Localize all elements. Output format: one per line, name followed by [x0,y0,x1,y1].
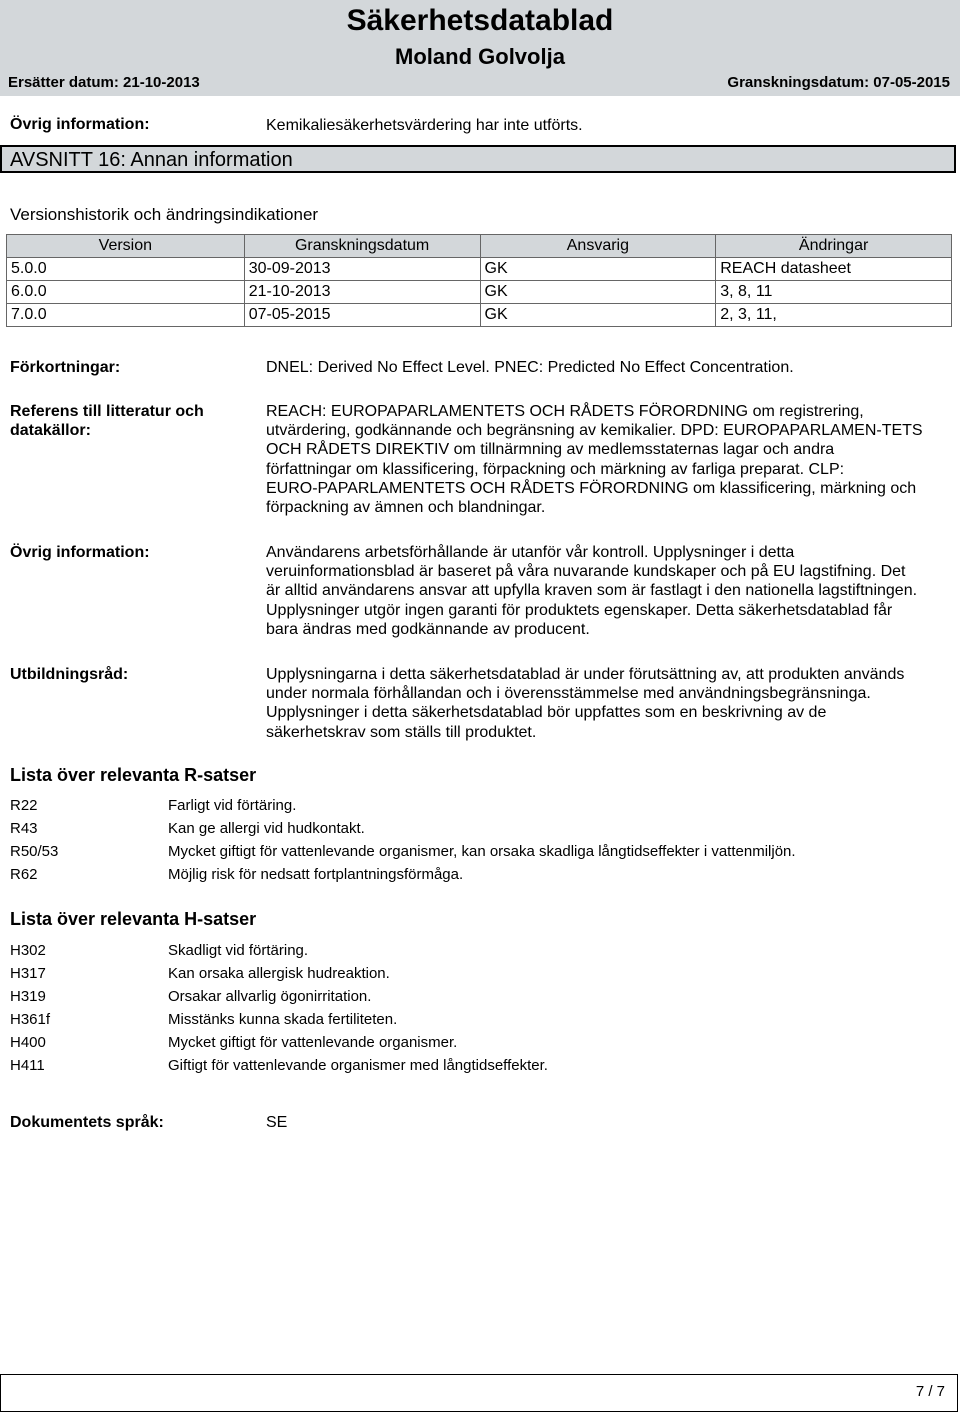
training-text [266,665,904,742]
references-line: REACH: EUROPAPARLAMENTETS OCH RÅDETS FÖRORDNING om registrering, [266,403,864,420]
version-history-table [6,234,952,327]
h-phrase-code: H317 [10,965,46,982]
h-phrase-code: H361f [10,1011,51,1028]
references-label [10,402,204,440]
column-header: Ansvarig [480,235,716,258]
language-value: SE [266,1114,288,1131]
table-header-row [7,235,952,258]
r-phrase-code: R22 [10,797,38,814]
r-phrase-code: R50/53 [10,843,59,860]
version-history-title: Versionshistorik och ändringsindikationer [10,205,319,224]
training-label: Utbildningsråd: [10,666,129,683]
h-phrases-title: Lista över relevanta H-satser [10,909,257,929]
table-cell: 2, 3, 11, [716,304,952,327]
references-text [266,402,923,517]
training-line: under normala förhållandan och i överensstämmelse med användningsbegränsninga. [266,685,871,703]
other-info-label: Övrig information: [10,544,150,561]
table-cell: GK [480,281,716,304]
training-line: Upplysningarna i detta säkerhetsdatablad är under förutsättning av, att produkten används [266,666,905,683]
table-cell: 6.0.0 [7,281,245,304]
table-cell: 07-05-2015 [244,304,480,327]
references-line: författningar om klassificering, förpackning och märkning av farliga preparat. CLP: [266,460,845,478]
h-phrase-text: Skadligt vid förtäring. [168,942,309,959]
other-info-line: är alltid användarens ansvar att upfylla kraven som är fastlagt i den nationella lagstiftningen. [266,582,918,600]
r-phrase-code: R62 [10,866,38,883]
h-phrase-code: H319 [10,988,46,1005]
h-phrase-text: Giftigt för vattenlevande organismer med långtidseffekter. [168,1057,548,1074]
table-cell: 21-10-2013 [244,281,480,304]
r-phrase-text: Möjlig risk för nedsatt fortplantningsförmåga. [168,866,464,883]
table-cell: GK [480,258,716,281]
table-row [7,281,952,304]
language-label: Dokumentets språk: [10,1114,164,1131]
table-row [7,304,952,327]
abbreviations-label: Förkortningar: [10,359,121,376]
training-line: säkerhetskrav som ställs till produktet. [266,723,537,741]
r-phrase-text: Farligt vid förtäring. [168,797,297,814]
h-phrase-text: Misstänks kunna skada fertiliteten. [168,1011,398,1028]
r-phrase-text: Mycket giftigt för vattenlevande organismer, kan orsaka skadliga långtidseffekter i vattenmiljön. [168,843,796,860]
document-title: Säkerhetsdatablad [346,4,614,37]
top-info-value: Kemikaliesäkerhetsvärdering har inte utförts. [266,117,583,134]
abbreviations-value: DNEL: Derived No Effect Level. PNEC: Predicted No Effect Concentration. [266,359,794,376]
references-label-line: datakällor: [10,422,91,439]
h-phrase-text: Mycket giftigt för vattenlevande organismer. [168,1034,458,1051]
table-cell: 5.0.0 [7,258,245,281]
h-phrase-text: Kan orsaka allergisk hudreaktion. [168,965,390,982]
h-phrase-code: H400 [10,1034,46,1051]
table-cell: 7.0.0 [7,304,245,327]
h-phrase-code: H411 [10,1057,45,1074]
column-header: Version [7,235,245,258]
references-line: förpackning av ämnen och blandningar. [266,499,546,517]
column-header: Ändringar [716,235,952,258]
product-name: Moland Golvolja [395,44,565,69]
table-cell: 30-09-2013 [244,258,480,281]
table-cell: REACH datasheet [716,258,952,281]
review-date: Granskningsdatum: 07-05-2015 [727,74,950,91]
other-info-line: Användarens arbetsförhållande är utanför vår kontroll. Upplysninger i detta [266,544,795,561]
page-number: 7 / 7 [915,1383,945,1400]
references-label-line: Referens till litteratur och [10,403,204,420]
column-header: Granskningsdatum [244,235,480,258]
section-16-heading: AVSNITT 16: Annan information [0,145,956,173]
references-line: EURO-PAPARLAMENTETS OCH RÅDETS FÖRORDNING om klassificering, märkning och [266,479,917,497]
footer-box [0,1374,958,1412]
replaces-date: Ersätter datum: 21-10-2013 [8,74,200,91]
r-phrase-text: Kan ge allergi vid hudkontakt. [168,820,365,837]
top-info-label: Övrig information: [10,116,150,133]
other-info-line: bara ändras med godkännande av producent. [266,620,590,638]
training-line: Upplysninger i detta säkerhetsdatablad bör uppfattes som en beskrivning av de [266,704,827,722]
h-phrase-code: H302 [10,942,46,959]
h-phrase-text: Orsakar allvarlig ögonirritation. [168,988,372,1005]
table-cell: 3, 8, 11 [716,281,952,304]
references-line: OCH RÅDETS DIREKTIV om tillnärmning av medlemsstaternas lagar och andra [266,441,835,459]
other-info-line: veruinformationsblad är baseret på våra nuvarande kundskaper och på EU lagstifning. Det [266,563,906,581]
table-row [7,258,952,281]
r-phrases-title: Lista över relevanta R-satser [10,765,257,785]
r-phrase-code: R43 [10,820,38,837]
references-line: utvärdering, godkännande och begränsning av kemikalier. DPD: EUROPAPARLAMEN-TETS [266,422,923,440]
other-info-line: Upplysninger utgör ingen garanti för produktets egenskaper. Detta säkerhetsdatablad får [266,601,893,619]
table-cell: GK [480,304,716,327]
other-info-text [266,543,917,639]
